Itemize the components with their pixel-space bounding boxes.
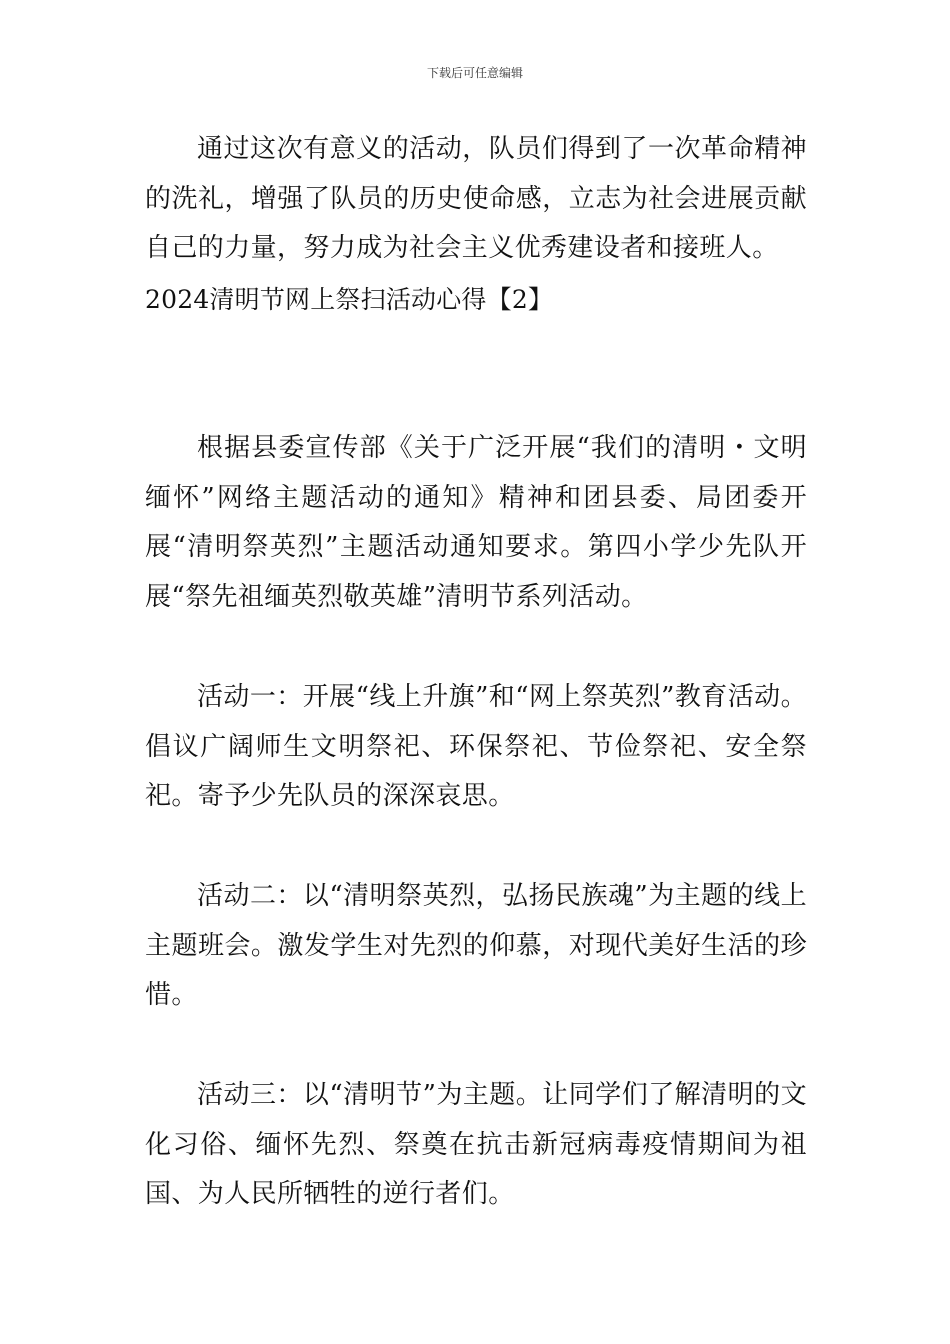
header-note: 下载后可任意编辑 [426, 66, 523, 80]
paragraph-intro: 通过这次有意义的活动，队员们得到了一次革命精神的洗礼，增强了队员的历史使命感，立志为社会进展贡献自己的力量，努力成为社会主义优秀建设者和接班人。 [145, 134, 807, 263]
section-heading: 2024清明节网上祭扫活动心得【2】 [145, 285, 554, 314]
paragraph-activity-three: 活动三：以“清明节”为主题。让同学们了解清明的文化习俗、缅怀先烈、祭奠在抗击新冠病毒疫情期间为祖国、为人民所牺牲的逆行者们。 [145, 1080, 807, 1209]
paragraph-activity-two: 活动二：以“清明祭英烈，弘扬民族魂”为主题的线上主题班会。激发学生对先烈的仰慕，对现代美好生活的珍惜。 [145, 881, 807, 1010]
paragraph-background: 根据县委宣传部《关于广泛开展“我们的清明・文明缅怀”网络主题活动的通知》精神和团县委、局团委开展“清明祭英烈”主题活动通知要求。第四小学少先队开展“祭先祖缅英烈敬英雄”清明节系列活动。 [145, 433, 807, 612]
paragraph-activity-one: 活动一：开展“线上升旗”和“网上祭英烈”教育活动。倡议广阔师生文明祭祀、环保祭祀、节俭祭祀、安全祭祀。寄予少先队员的深深哀思。 [145, 682, 807, 811]
